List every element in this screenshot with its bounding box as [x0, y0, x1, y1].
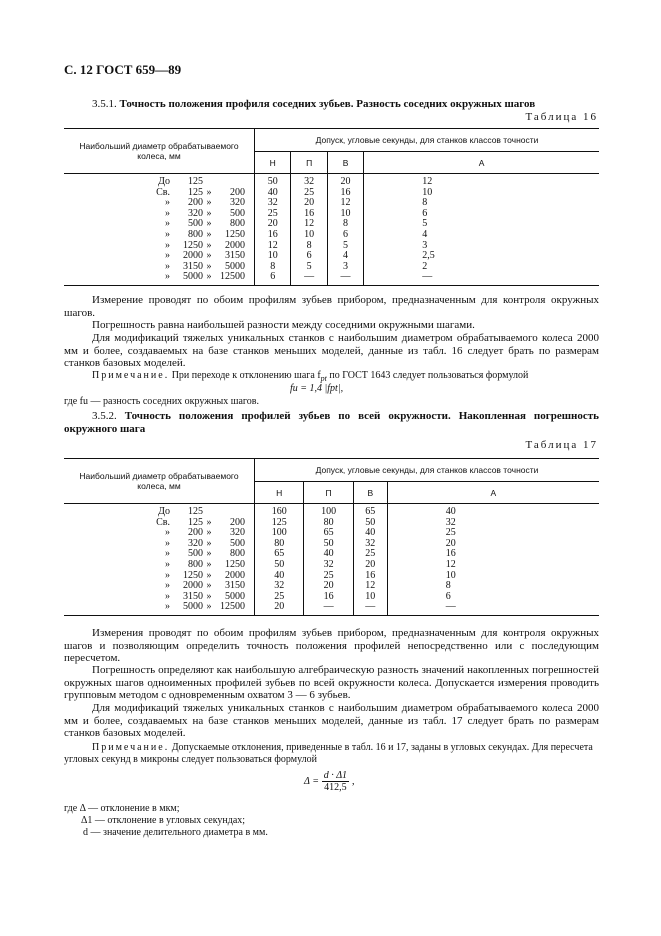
column-header-group: Допуск, угловые секунды, для станков классов точности [255, 129, 600, 152]
section-number: 3.5.1. [92, 98, 117, 110]
range-prefix: » [165, 250, 170, 262]
range-prefix: » [165, 580, 170, 592]
tolerance-value: 32 [274, 580, 285, 592]
tolerance-value: 20 [365, 558, 376, 570]
tolerance-value: 2,5 [422, 250, 435, 262]
range-to [215, 177, 245, 188]
where-fu: где fu — разность соседних окружных шагов. [64, 396, 259, 407]
range-prefix: Св. [156, 516, 170, 528]
formula-tail: , [351, 775, 355, 788]
range-from: 2000 [183, 250, 203, 262]
tolerance-value: 32 [267, 197, 278, 209]
range-prefix: » [165, 271, 170, 283]
tolerance-value: 8 [270, 260, 276, 272]
range-sep: » [206, 207, 212, 219]
diameter-range [64, 209, 254, 220]
tolerance-value: 50 [365, 516, 376, 528]
note-17 [64, 742, 599, 766]
note-label: Примечание. [92, 742, 170, 753]
range-sep: » [206, 271, 212, 283]
range-to: 1250 [225, 558, 245, 570]
range-sep: » [206, 186, 212, 198]
formula-lhs: Δ = [304, 776, 319, 788]
tolerance-value: 25 [445, 527, 456, 539]
note-subscript: pt [320, 374, 327, 383]
table-label-16: Таблица 16 [525, 111, 598, 123]
class-header: Н [255, 482, 304, 504]
note-label: Примечание. [92, 370, 170, 381]
range-sep: » [206, 239, 212, 251]
range-from: 500 [188, 218, 203, 230]
tolerance-value: 5 [343, 239, 349, 251]
tolerance-value: 12 [422, 176, 433, 187]
tolerance-value: — [304, 271, 315, 283]
diameter-range [64, 539, 254, 550]
range-prefix: » [165, 537, 170, 549]
paragraph: Измерение проводят по обоим профилям зубьев прибором, предназначенным для контроля окружных шагов. [64, 294, 599, 319]
tolerance-value: 20 [274, 601, 285, 613]
tolerance-value: 32 [304, 176, 315, 187]
tolerance-column [304, 504, 353, 616]
diameter-range [64, 188, 254, 199]
tolerance-value: 32 [323, 558, 334, 570]
formula-delta [304, 770, 355, 793]
table-data-row [64, 504, 599, 616]
tolerance-value: 40 [445, 506, 456, 517]
tolerance-value: 65 [274, 548, 285, 560]
tolerance-value: 2 [422, 260, 428, 272]
tolerance-value: 125 [271, 516, 287, 528]
range-sep: » [206, 228, 212, 240]
section-title: Точность положения профиля соседних зубьев. Разность соседних окружных шагов [119, 98, 536, 110]
range-from: 200 [188, 197, 203, 209]
section-number: 3.5.2. [92, 410, 117, 422]
tolerance-value: 20 [304, 197, 315, 209]
tolerance-value: 25 [365, 548, 376, 560]
tolerance-value: — [422, 271, 433, 283]
range-sep: » [206, 590, 212, 602]
tolerance-value: 12 [365, 580, 376, 592]
paragraph: Погрешность определяют как наибольшую алгебраическую разность значений накопленных погрешностей окружных шагов одноименных профилей зубьев по всей окружности колеса. Допускается измерения проводить групповым методом с одновременным охватом 3 — 6 зубьев. [64, 664, 599, 702]
range-to: 200 [230, 516, 245, 528]
range-sep: » [206, 558, 212, 570]
tolerance-value: 5 [422, 218, 428, 230]
tolerance-column [387, 504, 599, 616]
class-header: П [304, 482, 353, 504]
range-prefix: » [165, 239, 170, 251]
range-from: 125 [188, 176, 203, 187]
tolerance-value: 25 [304, 186, 315, 198]
range-to: 5000 [225, 590, 245, 602]
tolerance-value: 80 [274, 537, 285, 549]
range-from: 5000 [183, 271, 203, 283]
range-sep: » [206, 548, 212, 560]
tolerance-value: 3 [422, 239, 428, 251]
table-body [64, 504, 599, 616]
range-from: 800 [188, 228, 203, 240]
tolerance-value: 100 [321, 506, 337, 517]
range-sep: » [206, 260, 212, 272]
range-prefix: » [165, 260, 170, 272]
tolerance-value: 40 [267, 186, 278, 198]
range-to: 2000 [225, 239, 245, 251]
range-sep: » [206, 197, 212, 209]
tolerance-value: — [340, 271, 351, 283]
diameter-range [64, 272, 254, 283]
tolerance-value: 12 [304, 218, 315, 230]
range-from: 800 [188, 558, 203, 570]
table-data-row [64, 174, 599, 286]
diameter-range-cell [64, 174, 255, 286]
tolerance-value: — [445, 601, 456, 613]
tolerance-column [291, 174, 327, 286]
tolerance-value: 6 [343, 228, 349, 240]
range-to: 200 [230, 186, 245, 198]
tolerance-value: 16 [340, 186, 351, 198]
diameter-range [64, 602, 254, 613]
tolerance-value: 6 [445, 590, 451, 602]
tolerance-value: 10 [445, 569, 456, 581]
tolerance-value: 16 [304, 207, 315, 219]
range-to: 2000 [225, 569, 245, 581]
class-header: В [353, 482, 387, 504]
table-17 [64, 458, 599, 616]
page-header: С. 12 ГОСТ 659—89 [64, 62, 182, 77]
tolerance-value: 25 [323, 569, 334, 581]
column-header-diameter: Наибольший диаметр обрабатываемого колеса, мм [64, 459, 255, 504]
range-sep [203, 507, 215, 518]
formula-fraction [322, 770, 349, 793]
note-text-2: по ГОСТ 1643 следует пользоваться формулой [329, 370, 529, 381]
range-prefix: » [165, 197, 170, 209]
range-sep: » [206, 218, 212, 230]
class-header: Н [255, 152, 291, 174]
tolerance-value: 40 [365, 527, 376, 539]
tolerance-value: 40 [274, 569, 285, 581]
range-sep: » [206, 516, 212, 528]
range-sep: » [206, 527, 212, 539]
paragraph: Измерения проводят по обоим профилям зубьев прибором, предназначенным для контроля окружных шагов и позволяющим определить точность положения профилей непосредственно или с последующим пересчетом. [64, 627, 599, 665]
tolerance-value: 4 [422, 228, 428, 240]
range-to: 3150 [225, 250, 245, 262]
range-from: 5000 [183, 601, 203, 613]
formula-numerator: d · Δ1 [323, 770, 348, 781]
range-to: 12500 [220, 601, 245, 613]
note-text: При переходе к отклонению шага f [171, 370, 321, 381]
tolerance-value: 8 [343, 218, 349, 230]
range-from: 500 [188, 548, 203, 560]
range-sep: » [206, 537, 212, 549]
tolerance-value: 10 [304, 228, 315, 240]
where-d: d — значение делительного диаметра в мм. [83, 827, 268, 838]
range-from: 125 [188, 186, 203, 198]
table-body [64, 174, 599, 286]
tolerance-value: 20 [445, 537, 456, 549]
note-text: Допускаемые отклонения, приведенные в табл. 16 и 17, заданы в угловых секундах. Для пересчета угловых секунд в микроны следует пользоваться формулой [64, 742, 593, 765]
diameter-range [64, 518, 254, 529]
tolerance-value: 4 [343, 250, 349, 262]
range-to: 3150 [225, 580, 245, 592]
tolerance-value: 160 [271, 506, 287, 517]
tolerance-value: 50 [323, 537, 334, 549]
column-header-diameter: Наибольший диаметр обрабатываемого колеса, мм [64, 129, 255, 174]
range-sep: » [206, 601, 212, 613]
range-prefix: » [165, 569, 170, 581]
tolerance-value: 5 [306, 260, 312, 272]
range-to [215, 507, 245, 518]
tolerance-value: 10 [340, 207, 351, 219]
tolerance-value: 8 [422, 197, 428, 209]
tolerance-value: 10 [422, 186, 433, 198]
tolerance-value: 100 [271, 527, 287, 539]
diameter-range [64, 528, 254, 539]
paragraph: Для модификаций тяжелых уникальных станков с наибольшим диаметром обрабатываемого колеса 2000 мм и более, создаваемых на базе станков меньших моделей, данные из табл. 16 следует брать по размерам станков базовых моделей. [64, 332, 599, 370]
tolerance-value: 16 [323, 590, 334, 602]
range-prefix: » [165, 558, 170, 570]
tolerance-value: 8 [306, 239, 312, 251]
diameter-range [64, 560, 254, 571]
tolerance-value: 20 [267, 218, 278, 230]
range-from: 200 [188, 527, 203, 539]
range-sep: » [206, 250, 212, 262]
range-from: 125 [188, 506, 203, 517]
tolerance-value: 10 [365, 590, 376, 602]
where-delta1: Δ1 — отклонение в угловых секундах; [81, 815, 246, 826]
range-from: 3150 [183, 590, 203, 602]
tolerance-value: 6 [306, 250, 312, 262]
range-prefix: » [165, 590, 170, 602]
class-header: П [291, 152, 327, 174]
range-to: 800 [230, 548, 245, 560]
range-to: 320 [230, 197, 245, 209]
section-title: Точность положения профилей зубьев по всей окружности. Накопленная погрешность окружного шага [64, 410, 599, 435]
paragraph: Для модификаций тяжелых уникальных станков с наибольшим диаметром обрабатываемого колеса 2000 мм и более, создаваемых на базе станков меньших моделей, данные из табл. 17 следует брать по размерам станков базовых моделей. [64, 702, 599, 740]
diameter-range [64, 177, 254, 188]
tolerance-value: — [323, 601, 334, 613]
formula-denominator: 412,5 [324, 782, 347, 793]
range-prefix: » [165, 218, 170, 230]
column-header-group: Допуск, угловые секунды, для станков классов точности [255, 459, 600, 482]
tolerance-value: 6 [422, 207, 428, 219]
range-to: 12500 [220, 271, 245, 283]
tolerance-value: 32 [365, 537, 376, 549]
tolerance-value: 16 [267, 228, 278, 240]
where-delta: где Δ — отклонение в мкм; [64, 803, 180, 814]
range-from: 2000 [183, 580, 203, 592]
tolerance-value: 32 [445, 516, 456, 528]
tolerance-value: 25 [274, 590, 285, 602]
range-to: 500 [230, 537, 245, 549]
range-sep: » [206, 569, 212, 581]
diameter-range [64, 230, 254, 241]
table-16 [64, 128, 599, 286]
tolerance-column [327, 174, 363, 286]
tolerance-value: 50 [267, 176, 278, 187]
tolerance-value: 50 [274, 558, 285, 570]
tolerance-value: 65 [365, 506, 376, 517]
range-sep: » [206, 580, 212, 592]
tolerance-value: 20 [323, 580, 334, 592]
range-to: 320 [230, 527, 245, 539]
class-header: А [387, 482, 599, 504]
tolerance-value: — [365, 601, 376, 613]
table-label-17: Таблица 17 [525, 439, 598, 451]
tolerance-column [353, 504, 387, 616]
range-prefix: До [158, 506, 170, 517]
class-header: В [327, 152, 363, 174]
tolerance-column [255, 504, 304, 616]
range-prefix: До [158, 176, 170, 187]
tolerance-value: 16 [445, 548, 456, 560]
tolerance-value: 8 [445, 580, 451, 592]
tolerance-value: 25 [267, 207, 278, 219]
tolerance-column [364, 174, 599, 286]
range-from: 1250 [183, 569, 203, 581]
tolerance-value: 12 [267, 239, 278, 251]
range-to: 500 [230, 207, 245, 219]
class-header: А [364, 152, 599, 174]
tolerance-value: 12 [445, 558, 456, 570]
tolerance-value: 12 [340, 197, 351, 209]
range-from: 320 [188, 537, 203, 549]
section-heading-351 [64, 98, 599, 111]
range-from: 125 [188, 516, 203, 528]
range-sep [203, 177, 215, 188]
tolerance-value: 6 [270, 271, 276, 283]
formula-fu: fu = 1,4 |fpt|, [290, 383, 344, 394]
diameter-range-cell [64, 504, 255, 616]
range-from: 1250 [183, 239, 203, 251]
tolerance-value: 10 [267, 250, 278, 262]
range-prefix: » [165, 527, 170, 539]
range-prefix: » [165, 228, 170, 240]
range-to: 5000 [225, 260, 245, 272]
range-to: 800 [230, 218, 245, 230]
tolerance-value: 3 [343, 260, 349, 272]
range-prefix: » [165, 548, 170, 560]
range-prefix: Св. [156, 186, 170, 198]
tolerance-value: 65 [323, 527, 334, 539]
range-from: 320 [188, 207, 203, 219]
paragraph: Погрешность равна наибольшей разности между соседними окружными шагами. [92, 319, 475, 331]
diameter-range [64, 507, 254, 518]
tolerance-value: 80 [323, 516, 334, 528]
diameter-range [64, 198, 254, 209]
range-to: 1250 [225, 228, 245, 240]
tolerance-value: 16 [365, 569, 376, 581]
range-prefix: » [165, 207, 170, 219]
section-heading-352 [64, 410, 599, 435]
tolerance-column [255, 174, 291, 286]
range-from: 3150 [183, 260, 203, 272]
tolerance-value: 40 [323, 548, 334, 560]
range-prefix: » [165, 601, 170, 613]
tolerance-value: 20 [340, 176, 351, 187]
